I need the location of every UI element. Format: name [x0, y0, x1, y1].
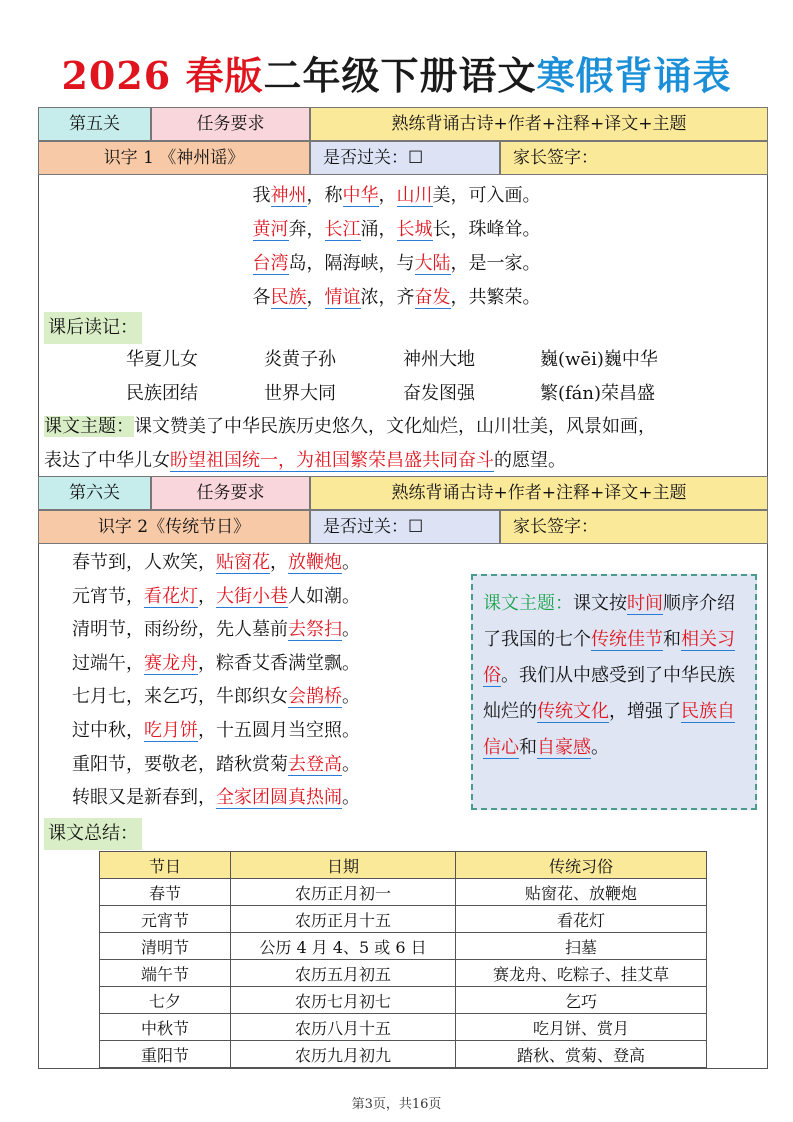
poem-line: [0, 282, 793, 314]
poem-text: ，: [306, 287, 325, 308]
sec6-task-label: 任务要求: [151, 476, 310, 510]
poem-text: 人如潮。: [288, 585, 360, 607]
poem-text: 七月七，来乞巧，牛郎织女: [72, 686, 288, 708]
box-text: 顺序介绍了我国的七个: [483, 593, 735, 650]
table-cell: 农历九月初九: [231, 1041, 456, 1068]
page-title: [0, 48, 793, 104]
table-cell: 元宵节: [100, 906, 231, 933]
table-row: [100, 1041, 707, 1068]
table-cell: 公历 4 月 4、5 或 6 日: [231, 933, 456, 960]
poem-keyword: 会鹊桥: [288, 686, 342, 708]
box-text: ，增强了: [609, 701, 681, 722]
table-cell: 踏秋、赏菊、登高: [456, 1041, 707, 1068]
table-cell: 乞巧: [456, 987, 707, 1014]
poem-text: ，: [378, 185, 397, 206]
sec5-parent-sign[interactable]: 家长签字：: [500, 141, 768, 175]
table-cell: 中秋节: [100, 1014, 231, 1041]
poem-keyword: 长城: [396, 219, 433, 240]
title-part-2: 二年级下册语文: [263, 53, 537, 98]
table-cell: 农历八月十五: [231, 1014, 456, 1041]
box-text: 。我们从中感受到了中华民族灿烂的: [483, 665, 735, 722]
poem-text: 奔，: [288, 219, 325, 240]
table-cell: 赛龙舟、吃粽子、挂艾草: [456, 960, 707, 987]
poem-keyword: 看花灯: [144, 585, 198, 607]
poem-text: ，十五圆月当空照。: [198, 720, 360, 741]
poem-keyword: 台湾: [252, 253, 289, 274]
poem-text: 岛，隔海峡，与: [288, 253, 415, 274]
poem-text: 涌，: [360, 219, 397, 240]
sec5-theme-line-1: [44, 411, 656, 443]
poem-text: ，: [270, 552, 288, 573]
poem-keyword: 赛龙舟: [144, 652, 198, 674]
word-item: 世界大同: [264, 383, 336, 404]
box-text: 课文按: [573, 593, 627, 614]
box-keyword: 相关习俗: [483, 629, 735, 686]
sec5-level: 第五关: [38, 107, 151, 141]
poem-keyword: 山川: [396, 185, 433, 206]
poem-keyword: 大街小巷: [216, 585, 288, 607]
poem-text: 。: [342, 552, 360, 573]
table-row: [100, 906, 707, 933]
table-header-row: [100, 852, 707, 879]
poem-text: ，是一家。: [450, 253, 541, 274]
sec5-theme-text-2a: 表达了中华儿女: [44, 450, 170, 471]
table-cell: 农历五月初五: [231, 960, 456, 987]
table-header: 日期: [231, 852, 456, 879]
word-item: 神州大地: [403, 349, 475, 370]
poem-line: [0, 248, 793, 280]
table-cell: 端午节: [100, 960, 231, 987]
poem-line: [72, 681, 360, 713]
table-cell: 看花灯: [456, 906, 707, 933]
poem-line: [0, 180, 793, 212]
box-keyword: 民族自信心: [483, 701, 735, 758]
table-cell: 农历正月初一: [231, 879, 456, 906]
word-item: 繁(fán)荣昌盛: [540, 383, 656, 404]
sec5-lesson: 识字 1 《神州谣》: [38, 141, 310, 175]
poem-text: 。: [342, 619, 360, 641]
poem-keyword: 神州: [270, 185, 307, 206]
word-item: 巍(wēi)巍中华: [540, 349, 658, 370]
poem-text: 过中秋，: [72, 720, 144, 741]
poem-keyword: 情谊: [324, 287, 361, 308]
poem-line: [72, 581, 360, 613]
poem-line: [72, 782, 360, 814]
poem-text: 长，珠峰耸。: [432, 219, 541, 240]
word-item: 民族团结: [126, 383, 198, 404]
sec5-theme-text-2c: 的愿望。: [494, 450, 566, 471]
box-keyword: 传统佳节: [591, 629, 663, 650]
table-cell: 七夕: [100, 987, 231, 1014]
title-part-3: 寒假背诵表: [536, 53, 732, 98]
poem-line: [0, 214, 793, 246]
sec5-read-label: 课后读记：: [44, 312, 142, 344]
poem-keyword: 放鞭炮: [288, 552, 342, 573]
poem-keyword: 黄河: [252, 219, 289, 240]
poem-text: 转眼又是新春到，: [72, 787, 216, 809]
sec5-pass[interactable]: 是否过关：☐: [310, 141, 500, 175]
poem-line: [72, 614, 360, 646]
sec6-lesson: 识字 2《传统节日》: [38, 510, 310, 544]
poem-line: [72, 648, 360, 680]
poem-keyword: 贴窗花: [216, 552, 270, 573]
title-part-1: 2026 春版: [61, 53, 264, 98]
word-item: 炎黄子孙: [264, 349, 336, 370]
poem-text: 。: [342, 753, 360, 775]
sec5-theme-label: 课文主题：: [44, 416, 134, 437]
poem-keyword: 吃月饼: [144, 720, 198, 741]
poem-text: 元宵节，: [72, 585, 144, 607]
poem-text: 过端午，: [72, 652, 144, 674]
table-row: [100, 933, 707, 960]
poem-text: ，: [198, 585, 216, 607]
poem-text: 各: [252, 287, 271, 308]
table-cell: 重阳节: [100, 1041, 231, 1068]
table-cell: 扫墓: [456, 933, 707, 960]
box-text: 和: [519, 737, 537, 758]
sec6-task: 熟练背诵古诗+作者+注释+译文+主题: [310, 476, 768, 510]
table-row: [100, 1014, 707, 1041]
sec6-level: 第六关: [38, 476, 151, 510]
word-item: 华夏儿女: [126, 349, 198, 370]
poem-keyword: 去祭扫: [288, 619, 342, 641]
table-header: 传统习俗: [456, 852, 707, 879]
poem-text: 重阳节，要敬老，踏秋赏菊: [72, 753, 288, 775]
box-keyword: 时间: [627, 593, 663, 614]
sec5-theme-line-2: [44, 445, 566, 477]
poem-text: 美，可入画。: [432, 185, 541, 206]
poem-text: 浓，齐: [360, 287, 415, 308]
table-cell: 吃月饼、赏月: [456, 1014, 707, 1041]
word-item: 奋发图强: [403, 383, 475, 404]
festival-table: [99, 851, 707, 1068]
poem-keyword: 民族: [270, 287, 307, 308]
sec6-parent-sign[interactable]: 家长签字：: [500, 510, 768, 544]
sec6-summary-label: 课文总结：: [44, 818, 142, 850]
poem-text: 清明节，雨纷纷，先人墓前: [72, 619, 288, 641]
table-cell: 清明节: [100, 933, 231, 960]
poem-keyword: 大陆: [414, 253, 451, 274]
poem-text: 。: [342, 787, 360, 809]
sec6-theme-box: [471, 574, 757, 810]
poem-text: ，共繁荣。: [450, 287, 541, 308]
poem-keyword: 全家团圆真热闹: [216, 787, 342, 809]
table-header: 节日: [100, 852, 231, 879]
table-cell: 农历正月十五: [231, 906, 456, 933]
poem-keyword: 奋发: [414, 287, 451, 308]
poem-keyword: 中华: [342, 185, 379, 206]
poem-line: [72, 749, 360, 781]
poem-text: ，粽香艾香满堂飘。: [198, 652, 360, 674]
page-footer: 第3页，共16页: [351, 1097, 442, 1112]
poem-line: [72, 715, 360, 747]
sec5-task: 熟练背诵古诗+作者+注释+译文+主题: [310, 107, 768, 141]
poem-line: [72, 547, 360, 579]
box-keyword: 自豪感: [537, 737, 591, 758]
sec6-pass[interactable]: 是否过关：☐: [310, 510, 500, 544]
sec6-theme-label: 课文主题：: [483, 593, 573, 614]
poem-text: 春节到，人欢笑，: [72, 552, 216, 573]
box-text: 和: [663, 629, 681, 650]
sec5-theme-highlight: 盼望祖国统一，为祖国繁荣昌盛共同奋斗: [170, 450, 494, 471]
table-row: [100, 960, 707, 987]
box-text: 。: [591, 737, 609, 758]
box-keyword: 传统文化: [537, 701, 609, 722]
poem-text: 。: [342, 686, 360, 708]
table-row: [100, 879, 707, 906]
poem-text: 我: [252, 185, 271, 206]
table-cell: 农历七月初七: [231, 987, 456, 1014]
poem-keyword: 长江: [324, 219, 361, 240]
table-row: [100, 987, 707, 1014]
table-cell: 春节: [100, 879, 231, 906]
table-cell: 贴窗花、放鞭炮: [456, 879, 707, 906]
sec5-theme-text-1: 课文赞美了中华民族历史悠久，文化灿烂，山川壮美，风景如画，: [134, 416, 656, 437]
poem-keyword: 去登高: [288, 753, 342, 775]
poem-text: ，称: [306, 185, 343, 206]
sec5-task-label: 任务要求: [151, 107, 310, 141]
